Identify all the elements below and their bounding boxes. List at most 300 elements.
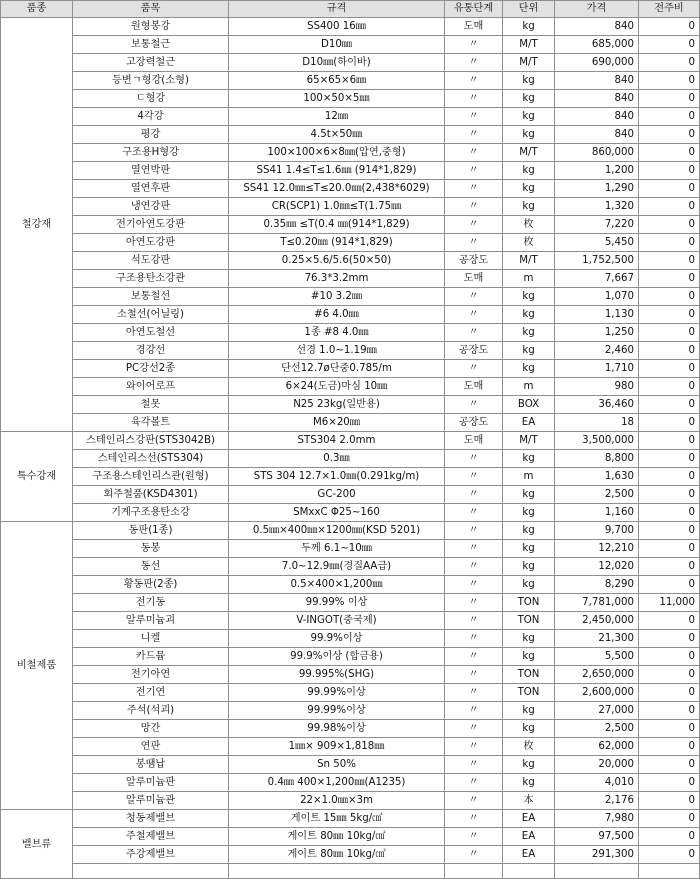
stage-cell: 도매 [445,18,503,36]
spec-cell: 99.99% 이상 [229,594,445,612]
category-cell: 특수강재 [1,432,73,522]
stage-cell: 〃 [445,360,503,378]
unit-cell: kg [503,108,555,126]
unit-cell: kg [503,18,555,36]
spec-cell: Sn 50% [229,756,445,774]
item-cell: 동판(1종) [73,522,229,540]
table-row [1,432,700,450]
table-row [1,396,700,414]
spec-cell: D10㎜(하이바) [229,54,445,72]
spec-cell: 두께 6.1∼10㎜ [229,540,445,558]
unit-cell: kg [503,198,555,216]
change-cell: 0 [639,342,700,360]
spec-cell: 12㎜ [229,108,445,126]
price-cell: 8,290 [555,576,639,594]
change-cell: 0 [639,360,700,378]
table-row [1,522,700,540]
item-cell: 소철선(어닐링) [73,306,229,324]
change-cell: 0 [639,126,700,144]
change-cell: 0 [639,540,700,558]
stage-cell: 〃 [445,468,503,486]
unit-cell: kg [503,540,555,558]
stage-cell: 〃 [445,774,503,792]
price-cell: 2,500 [555,486,639,504]
change-cell: 0 [639,396,700,414]
unit-cell: kg [503,720,555,738]
stage-cell: 〃 [445,234,503,252]
item-cell: 망간 [73,720,229,738]
item-cell: 스테인리스강판(STS3042B) [73,432,229,450]
item-cell: 동선 [73,558,229,576]
price-cell: 5,450 [555,234,639,252]
price-cell: 21,300 [555,630,639,648]
spec-cell: 1종 #8 4.0㎜ [229,324,445,342]
price-cell: 62,000 [555,738,639,756]
price-cell: 690,000 [555,54,639,72]
price-cell: 685,000 [555,36,639,54]
change-cell: 0 [639,684,700,702]
stage-cell: 〃 [445,576,503,594]
table-row [1,162,700,180]
price-cell: 840 [555,18,639,36]
price-cell: 840 [555,90,639,108]
spec-cell: 99.99%이상 [229,684,445,702]
stage-cell: 도매 [445,432,503,450]
unit-cell: kg [503,360,555,378]
price-cell: 36,460 [555,396,639,414]
item-cell: 스테인리스선(STS304) [73,450,229,468]
spec-cell: 4.5t×50㎜ [229,126,445,144]
unit-cell: kg [503,522,555,540]
spec-cell: 7.0∼12.9㎜(경질AA급) [229,558,445,576]
change-cell: 11,000 [639,594,700,612]
change-cell: 0 [639,378,700,396]
price-cell: 860,000 [555,144,639,162]
change-cell [639,864,700,879]
stage-cell: 〃 [445,558,503,576]
item-cell: 보통철선 [73,288,229,306]
table-row [1,684,700,702]
stage-cell: 〃 [445,810,503,828]
stage-cell: 〃 [445,108,503,126]
spec-cell: 6×24(도금)마심 10㎜ [229,378,445,396]
price-cell: 840 [555,72,639,90]
unit-cell: kg [503,486,555,504]
item-cell: 알루미늄괴 [73,612,229,630]
unit-cell: kg [503,774,555,792]
change-cell: 0 [639,306,700,324]
item-cell: 석도강판 [73,252,229,270]
price-cell: 7,980 [555,810,639,828]
stage-cell: 〃 [445,54,503,72]
table-row [1,738,700,756]
spec-cell: 22×1.0㎜×3m [229,792,445,810]
stage-cell: 〃 [445,648,503,666]
item-cell: 청동제밸브 [73,810,229,828]
unit-cell: m [503,378,555,396]
spec-cell: STS304 2.0mm [229,432,445,450]
stage-cell: 〃 [445,630,503,648]
price-cell: 980 [555,378,639,396]
change-cell: 0 [639,504,700,522]
unit-cell: kg [503,90,555,108]
spec-cell: 게이트 80㎜ 10kg/㎠ [229,846,445,864]
item-cell: 봉땜납 [73,756,229,774]
item-cell: 평강 [73,126,229,144]
change-cell: 0 [639,702,700,720]
change-cell: 0 [639,774,700,792]
table-row [1,360,700,378]
unit-cell: kg [503,126,555,144]
stage-cell: 〃 [445,702,503,720]
unit-cell: M/T [503,36,555,54]
table-row [1,756,700,774]
stage-cell: 〃 [445,486,503,504]
price-cell: 840 [555,126,639,144]
table-row [1,270,700,288]
spec-cell: 0.5㎜×400㎜×1200㎜(KSD 5201) [229,522,445,540]
change-cell: 0 [639,162,700,180]
unit-cell: EA [503,414,555,432]
unit-cell: M/T [503,54,555,72]
column-header-change: 전주비 [639,1,700,18]
table-row [1,306,700,324]
price-cell: 2,460 [555,342,639,360]
column-header-unit: 단위 [503,1,555,18]
price-cell: 1,130 [555,306,639,324]
stage-cell: 도매 [445,378,503,396]
spec-cell: 0.4㎜ 400×1,200㎜(A1235) [229,774,445,792]
unit-cell: M/T [503,432,555,450]
unit-cell: kg [503,306,555,324]
unit-cell [503,864,555,879]
price-cell: 2,500 [555,720,639,738]
item-cell: 주철제밸브 [73,828,229,846]
spec-cell: 0.3㎜ [229,450,445,468]
table-row [1,36,700,54]
unit-cell: kg [503,72,555,90]
table-row [1,594,700,612]
spec-cell: 1㎜× 909×1,818㎜ [229,738,445,756]
price-cell: 1,200 [555,162,639,180]
spec-cell: STS 304 12.7×1.0㎜(0.291kg/m) [229,468,445,486]
stage-cell: 〃 [445,450,503,468]
unit-cell: kg [503,576,555,594]
category-cell: 철강재 [1,18,73,432]
item-cell: PC강선2종 [73,360,229,378]
item-cell: 열연후판 [73,180,229,198]
unit-cell: kg [503,162,555,180]
price-cell: 2,450,000 [555,612,639,630]
spec-cell: 게이트 15㎜ 5kg/㎠ [229,810,445,828]
change-cell: 0 [639,144,700,162]
table-row [1,72,700,90]
change-cell: 0 [639,846,700,864]
stage-cell: 〃 [445,612,503,630]
item-cell: 열연박판 [73,162,229,180]
item-cell: 기계구조용탄소강 [73,504,229,522]
stage-cell: 공장도 [445,252,503,270]
unit-cell: 枚 [503,738,555,756]
table-row [1,630,700,648]
change-cell: 0 [639,216,700,234]
unit-cell: EA [503,846,555,864]
price-cell: 1,752,500 [555,252,639,270]
stage-cell: 〃 [445,684,503,702]
change-cell: 0 [639,792,700,810]
change-cell: 0 [639,288,700,306]
stage-cell: 〃 [445,828,503,846]
table-row [1,324,700,342]
unit-cell: M/T [503,144,555,162]
spec-cell: GC-200 [229,486,445,504]
item-cell: 주강제밸브 [73,846,229,864]
category-cell: 밸브류 [1,810,73,879]
item-cell: 구조용H형강 [73,144,229,162]
spec-cell: D10㎜ [229,36,445,54]
price-cell: 12,020 [555,558,639,576]
spec-cell: #10 3.2㎜ [229,288,445,306]
stage-cell: 〃 [445,198,503,216]
change-cell: 0 [639,612,700,630]
stage-cell: 〃 [445,90,503,108]
price-cell: 5,500 [555,648,639,666]
change-cell: 0 [639,180,700,198]
header-row [1,1,700,18]
item-cell: 니켈 [73,630,229,648]
price-cell: 97,500 [555,828,639,846]
change-cell: 0 [639,738,700,756]
item-cell: 연판 [73,738,229,756]
item-cell: 알루미늄판 [73,774,229,792]
price-cell: 1,630 [555,468,639,486]
spec-cell: V-INGOT(중국제) [229,612,445,630]
price-cell: 1,710 [555,360,639,378]
item-cell: 전기동 [73,594,229,612]
stage-cell: 〃 [445,756,503,774]
spec-cell: 100×50×5㎜ [229,90,445,108]
item-cell: ㄷ형강 [73,90,229,108]
stage-cell: 〃 [445,216,503,234]
spec-cell: M6×20㎜ [229,414,445,432]
stage-cell: 〃 [445,144,503,162]
spec-cell: 99.9%이상 [229,630,445,648]
item-cell: 냉연강판 [73,198,229,216]
spec-cell: 65×65×6㎜ [229,72,445,90]
unit-cell: kg [503,342,555,360]
stage-cell: 〃 [445,126,503,144]
unit-cell: 本 [503,792,555,810]
unit-cell: kg [503,324,555,342]
column-header-item: 품목 [73,1,229,18]
table-body [1,18,700,879]
stage-cell: 〃 [445,72,503,90]
stage-cell: 〃 [445,846,503,864]
stage-cell: 〃 [445,36,503,54]
item-cell: 구조용스테인리스관(원형) [73,468,229,486]
change-cell: 0 [639,720,700,738]
spec-cell: CR(SCP1) 1.0㎜≤T(1.75㎜ [229,198,445,216]
price-cell: 3,500,000 [555,432,639,450]
stage-cell: 〃 [445,720,503,738]
spec-cell: N25 23kg(일반용) [229,396,445,414]
unit-cell: TON [503,612,555,630]
stage-cell: 〃 [445,162,503,180]
spec-cell: 99.9%이상 (합금용) [229,648,445,666]
table-row [1,342,700,360]
price-cell [555,864,639,879]
item-cell: 주석(석괴) [73,702,229,720]
unit-cell: kg [503,558,555,576]
price-cell: 9,700 [555,522,639,540]
item-cell: 회주철품(KSD4301) [73,486,229,504]
change-cell: 0 [639,90,700,108]
unit-cell: kg [503,648,555,666]
column-header-price: 가격 [555,1,639,18]
unit-cell: kg [503,504,555,522]
stage-cell: 〃 [445,396,503,414]
price-cell: 1,290 [555,180,639,198]
item-cell: 전기아연 [73,666,229,684]
table-row [1,90,700,108]
stage-cell: 〃 [445,792,503,810]
table-row [1,468,700,486]
table-row [1,702,700,720]
stage-cell: 〃 [445,540,503,558]
price-cell: 12,210 [555,540,639,558]
category-cell: 비철제품 [1,522,73,810]
spec-cell: SS400 16㎜ [229,18,445,36]
table-row [1,108,700,126]
price-cell: 840 [555,108,639,126]
price-cell: 20,000 [555,756,639,774]
column-header-stage: 유통단계 [445,1,503,18]
unit-cell: kg [503,630,555,648]
change-cell: 0 [639,486,700,504]
table-row [1,234,700,252]
item-cell: 동봉 [73,540,229,558]
price-cell: 27,000 [555,702,639,720]
table-row [1,288,700,306]
change-cell: 0 [639,450,700,468]
unit-cell: TON [503,594,555,612]
item-cell: 전기연 [73,684,229,702]
table-row [1,612,700,630]
change-cell: 0 [639,198,700,216]
item-cell: 카드뮴 [73,648,229,666]
spec-cell: SS41 1.4≤T≤1.6㎜ (914*1,829) [229,162,445,180]
price-cell: 2,176 [555,792,639,810]
price-cell: 1,070 [555,288,639,306]
table-row [1,666,700,684]
table-row [1,846,700,864]
item-cell: 황동판(2종) [73,576,229,594]
stage-cell: 〃 [445,324,503,342]
unit-cell: BOX [503,396,555,414]
table-row [1,18,700,36]
item-cell: 원형봉강 [73,18,229,36]
table-row [1,450,700,468]
change-cell: 0 [639,630,700,648]
change-cell: 0 [639,432,700,450]
change-cell: 0 [639,666,700,684]
change-cell: 0 [639,18,700,36]
unit-cell: M/T [503,252,555,270]
change-cell: 0 [639,270,700,288]
table-row [1,792,700,810]
price-cell: 4,010 [555,774,639,792]
item-cell [73,864,229,879]
change-cell: 0 [639,72,700,90]
item-cell: 고장력철근 [73,54,229,72]
table-row [1,558,700,576]
table-row [1,126,700,144]
spec-cell: 99.98%이상 [229,720,445,738]
change-cell: 0 [639,108,700,126]
unit-cell: TON [503,666,555,684]
spec-cell: 76.3*3.2mm [229,270,445,288]
change-cell: 0 [639,414,700,432]
unit-cell: m [503,270,555,288]
change-cell: 0 [639,468,700,486]
spec-cell: 99.99%이상 [229,702,445,720]
change-cell: 0 [639,36,700,54]
item-cell: 알루미늄관 [73,792,229,810]
stage-cell: 〃 [445,306,503,324]
unit-cell: TON [503,684,555,702]
spec-cell: #6 4.0㎜ [229,306,445,324]
table-row [1,720,700,738]
item-cell: 구조용탄소강관 [73,270,229,288]
spec-cell: 선경 1.0∼1.19㎜ [229,342,445,360]
change-cell: 0 [639,828,700,846]
item-cell: 4각강 [73,108,229,126]
table-row [1,504,700,522]
column-header-spec: 규격 [229,1,445,18]
price-cell: 1,160 [555,504,639,522]
column-header-category: 품종 [1,1,73,18]
unit-cell: kg [503,180,555,198]
change-cell: 0 [639,54,700,72]
stage-cell: 〃 [445,594,503,612]
table-row [1,540,700,558]
unit-cell: 枚 [503,234,555,252]
item-cell: 철못 [73,396,229,414]
item-cell: 아연도철선 [73,324,229,342]
price-cell: 7,220 [555,216,639,234]
price-cell: 291,300 [555,846,639,864]
item-cell: 경강선 [73,342,229,360]
unit-cell: kg [503,702,555,720]
table-row [1,828,700,846]
table-row [1,648,700,666]
stage-cell: 공장도 [445,414,503,432]
spec-cell: 게이트 80㎜ 10kg/㎠ [229,828,445,846]
item-cell: 육각볼트 [73,414,229,432]
stage-cell: 〃 [445,180,503,198]
table-row [1,180,700,198]
table-row [1,864,700,879]
stage-cell: 〃 [445,288,503,306]
change-cell: 0 [639,756,700,774]
table-row [1,144,700,162]
price-cell: 7,667 [555,270,639,288]
stage-cell: 도매 [445,270,503,288]
stage-cell: 공장도 [445,342,503,360]
spec-cell: 99.995%(SHG) [229,666,445,684]
table-row [1,198,700,216]
change-cell: 0 [639,576,700,594]
